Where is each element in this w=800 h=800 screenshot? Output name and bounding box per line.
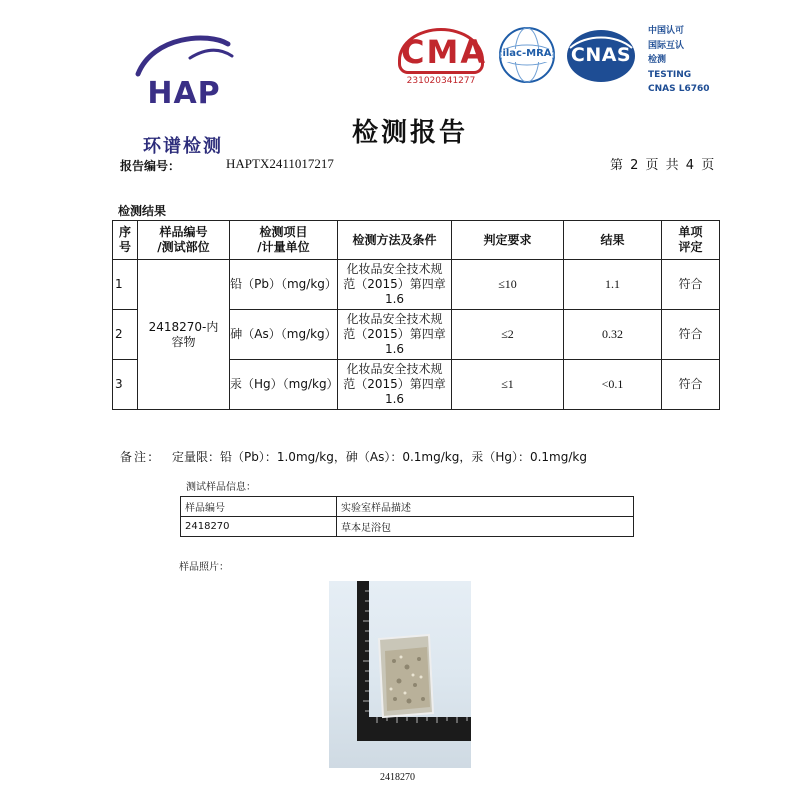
sample-info-header-desc: 实验室样品描述 bbox=[337, 497, 634, 517]
header-sample bbox=[138, 221, 230, 260]
sample-info-table bbox=[180, 496, 634, 537]
row-judgement: 符合 bbox=[662, 310, 720, 360]
row-result: <0.1 bbox=[564, 360, 662, 410]
ilac-mra-logo bbox=[498, 26, 556, 84]
header-item-line: 检测项目 bbox=[259, 225, 308, 239]
cnas-line: 检测 bbox=[648, 55, 667, 66]
cnas-line: TESTING bbox=[648, 69, 692, 80]
hap-logo-text: HAP bbox=[147, 76, 221, 111]
header-seq bbox=[113, 221, 138, 260]
cnas-line: 国际互认 bbox=[648, 40, 685, 51]
report-number-value: HAPTX2411017217 bbox=[226, 156, 334, 171]
row-method: 化妆品安全技术规范（2015）第四章 1.6 bbox=[338, 360, 452, 410]
header-requirement: 判定要求 bbox=[452, 221, 564, 260]
header-seq-line: 号 bbox=[118, 240, 131, 254]
cnas-logo-text: CNAS bbox=[570, 44, 632, 66]
cma-number: 231020341277 bbox=[406, 76, 476, 86]
cnas-logo bbox=[566, 28, 636, 84]
row-seq: 1 bbox=[113, 260, 138, 310]
hap-logo bbox=[128, 28, 240, 157]
row-method: 化妆品安全技术规范（2015）第四章 1.6 bbox=[338, 260, 452, 310]
sample-photo bbox=[329, 581, 471, 768]
table-row bbox=[181, 517, 634, 537]
row-judgement: 符合 bbox=[662, 360, 720, 410]
results-table bbox=[112, 220, 720, 410]
row-item: 汞（Hg）（mg/kg） bbox=[230, 360, 338, 410]
page-info: 第 2 页 共 4 页 bbox=[610, 158, 715, 173]
report-title: 检测报告 bbox=[351, 118, 468, 148]
header-sample-line: /测试部位 bbox=[157, 240, 210, 254]
cma-logo-text: CMA bbox=[398, 28, 484, 74]
sample-info-id: 2418270 bbox=[181, 517, 337, 537]
row-requirement: ≤2 bbox=[452, 310, 564, 360]
photo-caption: 2418270 bbox=[380, 772, 415, 783]
results-heading: 检测结果 bbox=[118, 204, 167, 218]
photo-heading: 样品照片： bbox=[179, 562, 229, 573]
hap-logo-cn-name: 环谱检测 bbox=[143, 136, 223, 157]
sample-id-cell: 2418270-内容物 bbox=[138, 260, 230, 410]
sample-info-heading: 测试样品信息： bbox=[186, 482, 256, 493]
row-requirement: ≤1 bbox=[452, 360, 564, 410]
header-judgement bbox=[662, 221, 720, 260]
header-item bbox=[230, 221, 338, 260]
results-header-row bbox=[113, 221, 720, 260]
sample-info-desc: 草本足浴包 bbox=[337, 517, 634, 537]
row-result: 0.32 bbox=[564, 310, 662, 360]
header-sample-line: 样品编号 bbox=[159, 225, 208, 239]
sample-bag-photo-illustration bbox=[329, 581, 471, 768]
row-result: 1.1 bbox=[564, 260, 662, 310]
row-seq: 2 bbox=[113, 310, 138, 360]
sample-info-header-id: 样品编号 bbox=[181, 497, 337, 517]
sample-info-header-row bbox=[181, 497, 634, 517]
cma-logo bbox=[398, 28, 488, 90]
header-judgement-line: 评定 bbox=[678, 240, 703, 254]
row-method: 化妆品安全技术规范（2015）第四章 1.6 bbox=[338, 310, 452, 360]
note-label: 备注: bbox=[120, 450, 155, 464]
row-item: 砷（As）（mg/kg） bbox=[230, 310, 338, 360]
report-number-label: 报告编号： bbox=[120, 159, 181, 173]
header-judgement-line: 单项 bbox=[678, 225, 703, 239]
header-seq-line: 序 bbox=[118, 225, 131, 239]
row-seq: 3 bbox=[113, 360, 138, 410]
row-judgement: 符合 bbox=[662, 260, 720, 310]
table-row bbox=[113, 260, 720, 310]
row-requirement: ≤10 bbox=[452, 260, 564, 310]
cnas-line: 中国认可 bbox=[648, 26, 685, 36]
note-text: 定量限：铅（Pb）：1.0mg/kg，砷（As）：0.1mg/kg，汞（Hg）：0.1mg/kg bbox=[172, 450, 587, 464]
header-item-line: /计量单位 bbox=[257, 240, 310, 254]
ilac-mra-text: ilac-MRA bbox=[502, 48, 552, 59]
cnas-line: CNAS L6760 bbox=[648, 84, 710, 95]
header-result: 结果 bbox=[564, 221, 662, 260]
cnas-accreditation-text bbox=[648, 24, 728, 97]
row-item: 铅（Pb）（mg/kg） bbox=[230, 260, 338, 310]
header-method: 检测方法及条件 bbox=[338, 221, 452, 260]
